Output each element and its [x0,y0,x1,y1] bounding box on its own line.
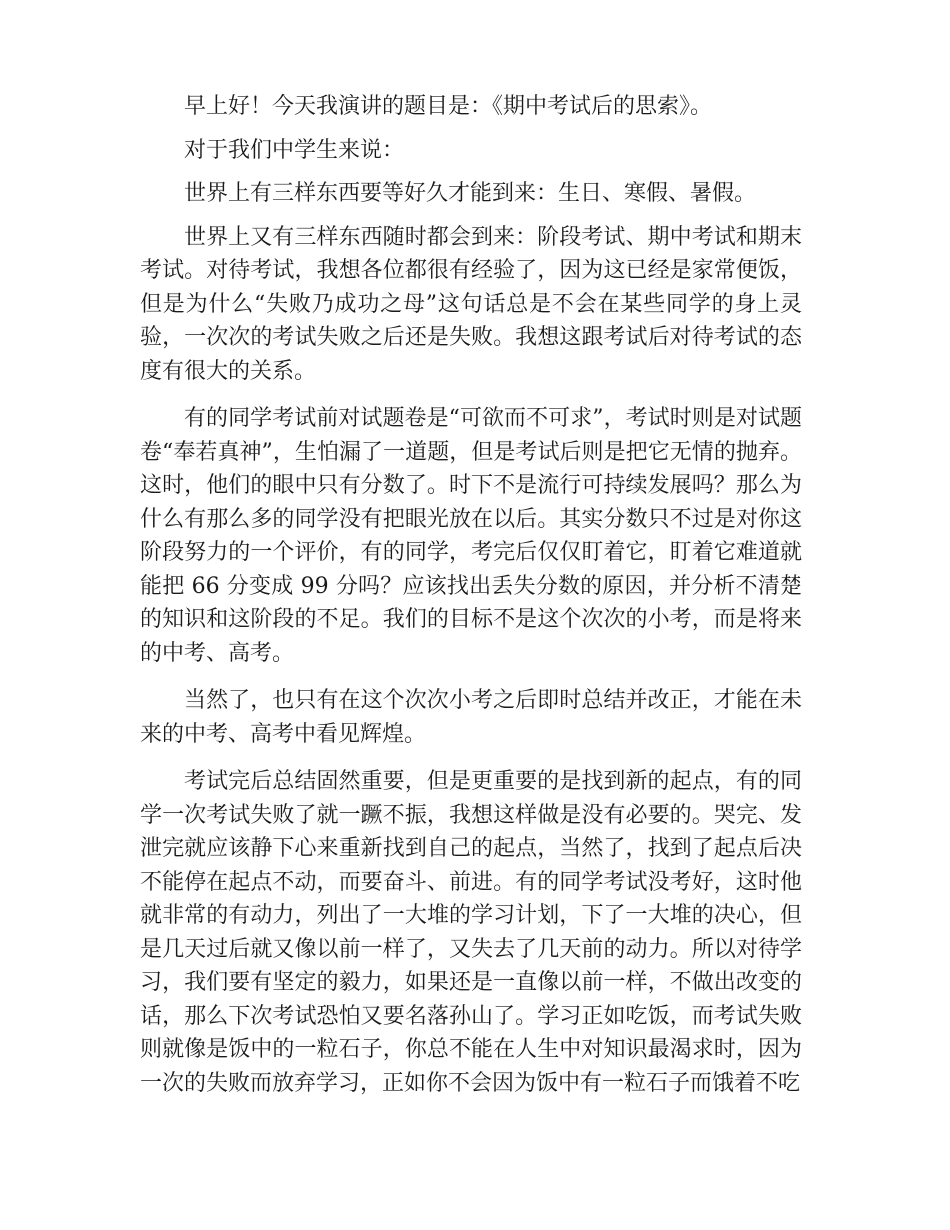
paragraph-three-things-exams: 世界上又有三样东西随时都会到来：阶段考试、期中考试和期末考试。对待考试，我想各位都很有经验了，因为这已经是家常便饭，但是为什么“失败乃成功之母”这句话总是不会在某些同学的身上灵验，一次次的考试失败之后还是失败。我想这跟考试后对待考试的态度有很大的关系。 [140,224,802,384]
paragraph-summarize-and-correct: 当然了，也只有在这个次次小考之后即时总结并改正，才能在未来的中考、高考中看见辉煌。 [140,688,802,747]
paragraph-intro: 对于我们中学生来说： [184,137,405,163]
paragraph-attitude-to-scores: 有的同学考试前对试题卷是“可欲而不可求”，考试时则是对试题卷“奉若真神”，生怕漏了一道题，但是考试后则是把它无情的抛弃。这时，他们的眼中只有分数了。时下不是流行可持续发展吗？那么为什么有那么多的同学没有把眼光放在以后。其实分数只不过是对你这阶段努力的一个评价，有的同学，考完后仅仅盯着它，盯着它难道就能把 66 分变成 99 分吗？应该找出丢失分数的原因，并分析不清楚的知识和这阶段的不足。我们的目标不是这个次次的小考，而是将来的中考、高考。 [140,406,802,666]
paragraph-greeting: 早上好！今天我演讲的题目是：《期中考试后的思索》。 [184,94,713,119]
paragraph-three-things-awaited: 世界上有三样东西要等好久才能到来：生日、寒假、暑假。 [184,181,757,206]
paragraph-new-starting-point: 考试完后总结固然重要，但是更重要的是找到新的起点，有的同学一次考试失败了就一蹶不振，我想这样做是没有必要的。哭完、发泄完就应该静下心来重新找到自己的起点，当然了，找到了起点后决不能停在起点不动，而要奋斗、前进。有的同学考试没考好，这时他就非常的有动力，列出了一大堆的学习计划，下了一大堆的决心，但是几天过后就又像以前一样了，又失去了几天前的动力。所以对待学习，我们要有坚定的毅力，如果还是一直像以前一样，不做出改变的话，那么下次考试恐怕又要名落孙山了。学习正如吃饭，而考试失败则就像是饭中的一粒石子，你总不能在人生中对知识最渴求时，因为一次的失败而放弃学习，正如你不会因为饭中有一粒石子而饿着不吃 [140,769,802,1096]
document-page [140,90,802,1114]
